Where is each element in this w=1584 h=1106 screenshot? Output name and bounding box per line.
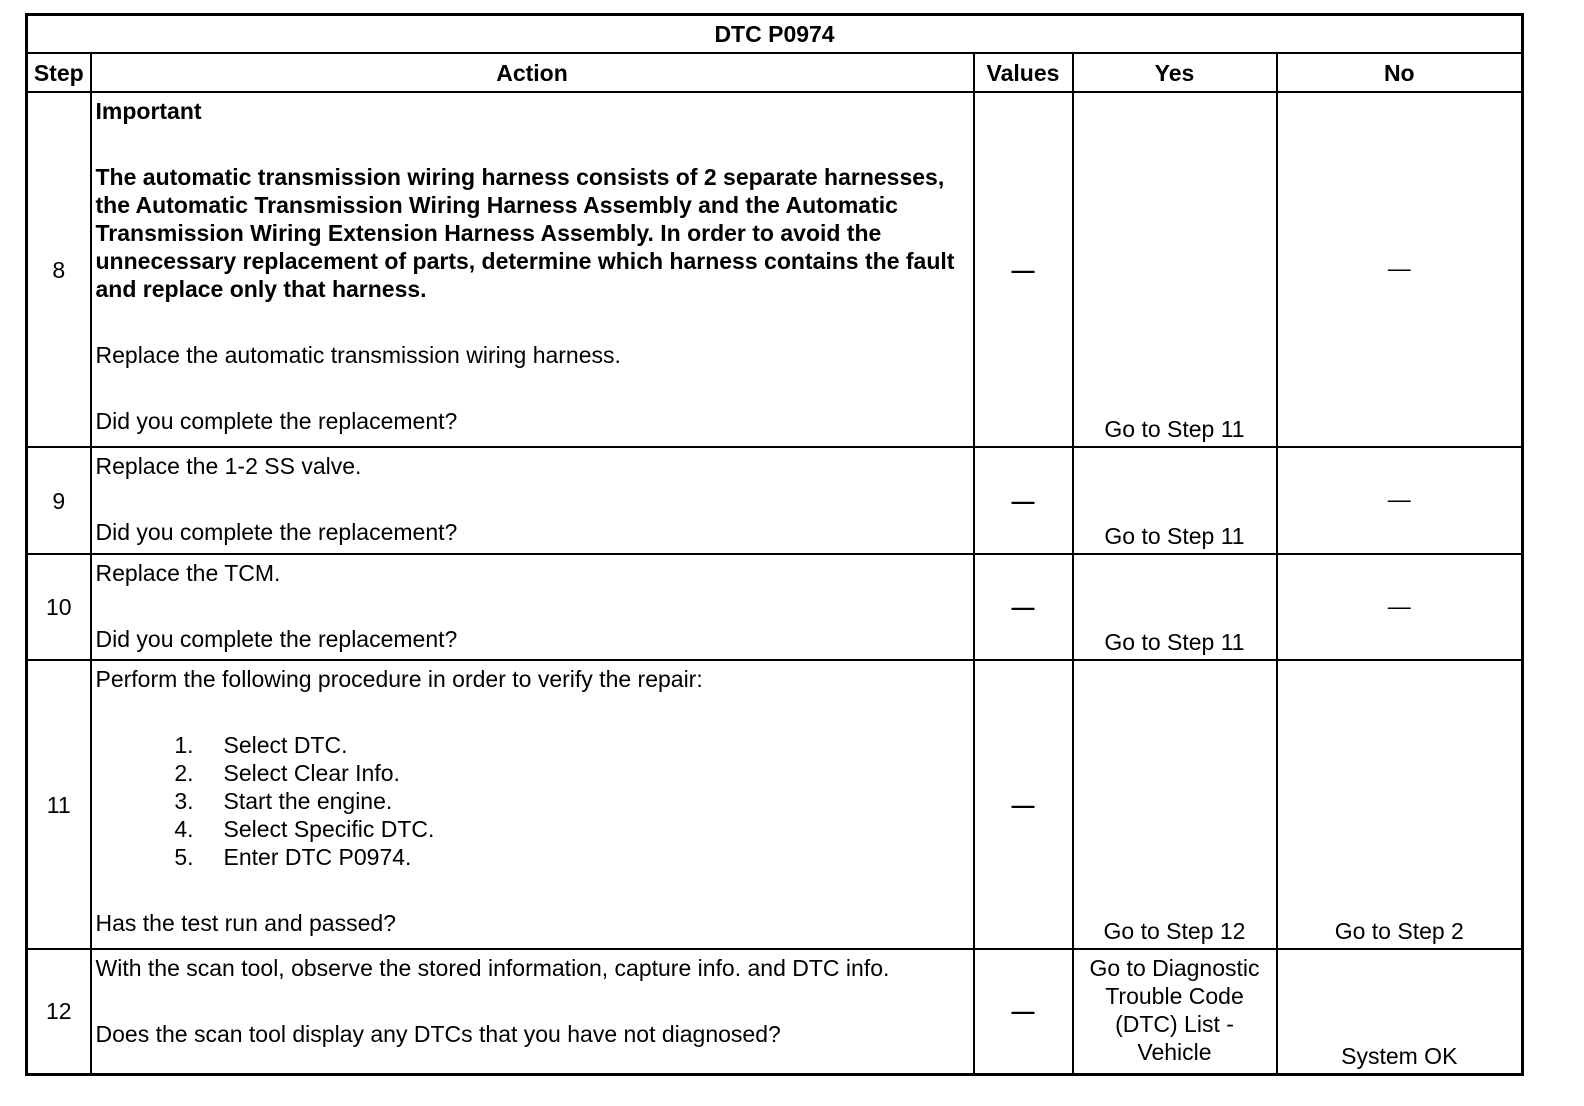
header-yes: Yes <box>1073 53 1277 92</box>
yes-line: Go to Diagnostic <box>1089 954 1260 981</box>
question-text: Did you complete the replacement? <box>95 626 458 652</box>
title-row <box>27 15 1523 54</box>
table-row <box>27 949 1523 1074</box>
list-item <box>140 759 967 787</box>
step-number: 12 <box>27 949 91 1074</box>
no-cell: System OK <box>1277 949 1523 1074</box>
list-item <box>140 815 967 843</box>
question-text: Has the test run and passed? <box>95 910 396 936</box>
list-text: Select Specific DTC. <box>223 816 435 842</box>
question-text: Does the scan tool display any DTCs that you have not diagnosed? <box>95 1021 781 1047</box>
yes-cell <box>1073 949 1277 1074</box>
dtc-table <box>25 13 1524 1076</box>
action-cell <box>91 660 974 949</box>
table-title: DTC P0974 <box>27 15 1523 54</box>
step-number: 9 <box>27 447 91 554</box>
values-cell: — <box>974 660 1073 949</box>
question-text: Did you complete the replacement? <box>95 408 458 434</box>
header-step: Step <box>27 53 91 92</box>
list-text: Start the engine. <box>223 788 393 814</box>
list-item <box>140 787 967 815</box>
action-cell <box>91 949 974 1074</box>
table-row <box>27 660 1523 949</box>
values-cell: — <box>974 949 1073 1074</box>
list-text: Select Clear Info. <box>223 760 400 786</box>
step-number: 10 <box>27 554 91 660</box>
values-cell: — <box>974 447 1073 554</box>
action-cell <box>91 554 974 660</box>
important-text: The automatic transmission wiring harness consists of 2 separate harnesses, the Automatic Transmission Wiring Harness Assembly and the Automatic Transmission Wiring Extension Harness Assembly. In order to avoid the unnecessary replacement of parts, determine which harness contains the fault and replace only that harness. <box>95 164 955 302</box>
table-row <box>27 447 1523 554</box>
important-label: Important <box>95 98 202 124</box>
step-number: 11 <box>27 660 91 949</box>
action-text: Replace the TCM. <box>95 560 281 586</box>
list-item <box>140 843 967 871</box>
yes-line: (DTC) List - <box>1115 1010 1234 1037</box>
list-number: 2. <box>174 760 194 786</box>
header-row <box>27 53 1523 92</box>
action-text: Perform the following procedure in order to verify the repair: <box>95 666 703 692</box>
yes-cell: Go to Step 11 <box>1073 447 1277 554</box>
question-text: Did you complete the replacement? <box>95 519 458 545</box>
no-cell: Go to Step 2 <box>1277 660 1523 949</box>
action-text: Replace the automatic transmission wiring harness. <box>95 342 621 368</box>
header-values: Values <box>974 53 1073 92</box>
list-number: 4. <box>174 816 194 842</box>
action-text: Replace the 1-2 SS valve. <box>95 453 362 479</box>
values-cell: — <box>974 92 1073 447</box>
table-row <box>27 92 1523 447</box>
yes-line: Trouble Code <box>1105 982 1244 1009</box>
header-no: No <box>1277 53 1523 92</box>
values-cell: — <box>974 554 1073 660</box>
list-number: 5. <box>174 844 194 870</box>
yes-cell: Go to Step 12 <box>1073 660 1277 949</box>
no-cell: — <box>1277 92 1523 447</box>
yes-line: Vehicle <box>1137 1038 1212 1065</box>
action-cell <box>91 92 974 447</box>
no-cell: — <box>1277 447 1523 554</box>
procedure-list <box>96 731 967 871</box>
list-item <box>140 731 967 759</box>
list-number: 3. <box>174 788 194 814</box>
action-text: With the scan tool, observe the stored information, capture info. and DTC info. <box>95 955 890 981</box>
yes-cell: Go to Step 11 <box>1073 92 1277 447</box>
list-text: Select DTC. <box>223 732 348 758</box>
table-row <box>27 554 1523 660</box>
header-action: Action <box>91 53 974 92</box>
action-cell <box>91 447 974 554</box>
list-text: Enter DTC P0974. <box>223 844 412 870</box>
step-number: 8 <box>27 92 91 447</box>
list-number: 1. <box>174 732 194 758</box>
yes-cell: Go to Step 11 <box>1073 554 1277 660</box>
no-cell: — <box>1277 554 1523 660</box>
